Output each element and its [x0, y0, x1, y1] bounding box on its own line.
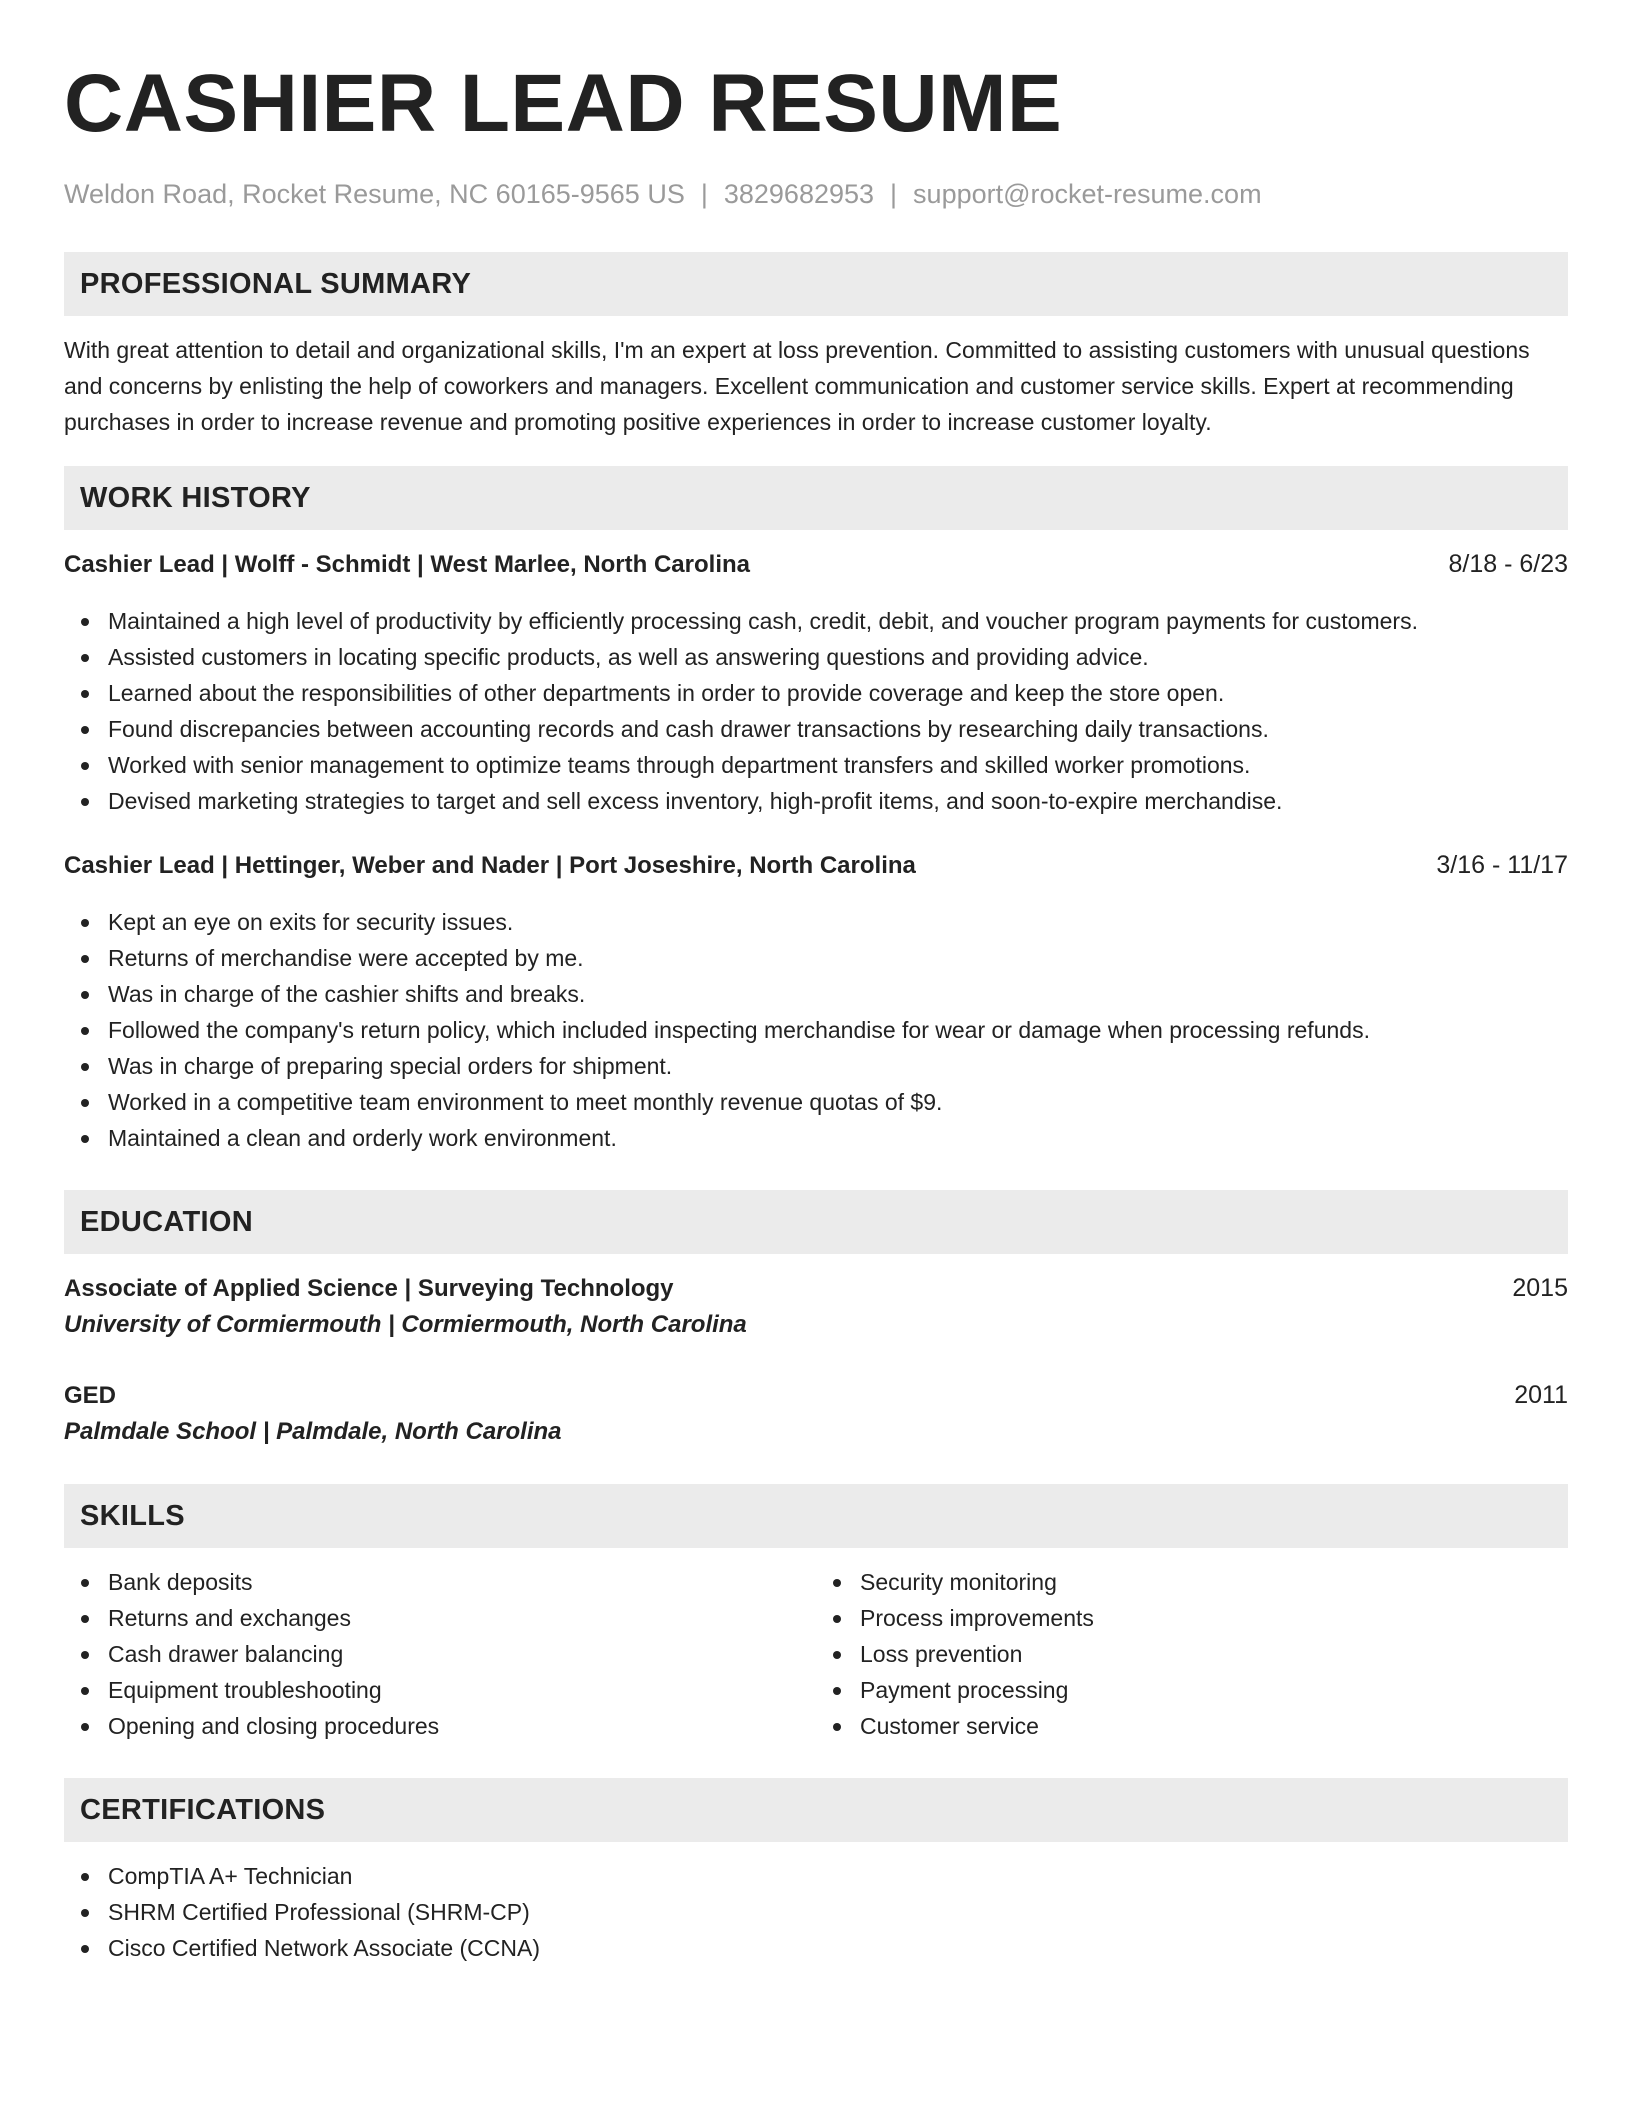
list-item: Opening and closing procedures — [64, 1708, 816, 1744]
education-header — [64, 1272, 1568, 1305]
list-item: Bank deposits — [64, 1564, 816, 1600]
summary-heading: PROFESSIONAL SUMMARY — [64, 252, 1568, 316]
job-title: Cashier Lead | Wolff - Schmidt | West Marlee, North Carolina — [64, 551, 750, 578]
list-item: Worked in a competitive team environment to meet monthly revenue quotas of $9. — [64, 1084, 1568, 1120]
contact-address: Weldon Road, Rocket Resume, NC 60165-9565 US — [64, 179, 685, 209]
list-item: SHRM Certified Professional (SHRM-CP) — [64, 1894, 1568, 1930]
list-item: Equipment troubleshooting — [64, 1672, 816, 1708]
list-item: Maintained a clean and orderly work environment. — [64, 1120, 1568, 1156]
list-item: Devised marketing strategies to target and sell excess inventory, high-profit items, and soon-to-expire merchandise. — [64, 783, 1568, 819]
list-item: Returns and exchanges — [64, 1600, 816, 1636]
skills-left-column — [64, 1564, 816, 1744]
education-heading: EDUCATION — [64, 1190, 1568, 1254]
skills-heading: SKILLS — [64, 1484, 1568, 1548]
list-item: Assisted customers in locating specific products, as well as answering questions and providing advice. — [64, 639, 1568, 675]
list-item: Maintained a high level of productivity by efficiently processing cash, credit, debit, and voucher program payments for customers. — [64, 603, 1568, 639]
list-item: Payment processing — [816, 1672, 1568, 1708]
contact-separator: | — [700, 179, 708, 209]
list-item: Learned about the responsibilities of other departments in order to provide coverage and keep the store open. — [64, 675, 1568, 711]
education-degree: Associate of Applied Science | Surveying Technology — [64, 1275, 674, 1302]
education-degree: GED — [64, 1382, 117, 1409]
list-item: Followed the company's return policy, which included inspecting merchandise for wear or damage when processing refunds. — [64, 1012, 1568, 1048]
contact-email[interactable]: support@rocket-resume.com — [913, 179, 1262, 209]
education-school: Palmdale School | Palmdale, North Carolina — [64, 1418, 562, 1445]
list-item: Kept an eye on exits for security issues. — [64, 904, 1568, 940]
education-year: 2011 — [1514, 1381, 1568, 1409]
job-entry — [64, 849, 1568, 1156]
job-bullets — [64, 904, 1568, 1156]
list-item: Found discrepancies between accounting records and cash drawer transactions by researching daily transactions. — [64, 711, 1568, 747]
list-item: Process improvements — [816, 1600, 1568, 1636]
resume-title: CASHIER LEAD RESUME — [64, 58, 1063, 149]
education-school: University of Cormiermouth | Cormiermouth, North Carolina — [64, 1311, 747, 1338]
list-item: Loss prevention — [816, 1636, 1568, 1672]
education-entry — [64, 1272, 1568, 1343]
summary-text: With great attention to detail and organizational skills, I'm an expert at loss prevention. Committed to assisting customers with unusual questions and concerns by enlisting the help of coworkers and managers. Excellent communication and customer service skills. Expert at recommending purchases in order to increase revenue and promoting positive experiences in order to increase customer loyalty. — [64, 337, 1530, 435]
work-history-heading: WORK HISTORY — [64, 466, 1568, 530]
list-item: Cash drawer balancing — [64, 1636, 816, 1672]
job-dates: 3/16 - 11/17 — [1436, 851, 1568, 879]
list-item: Customer service — [816, 1708, 1568, 1744]
job-title: Cashier Lead | Hettinger, Weber and Nader | Port Joseshire, North Carolina — [64, 852, 916, 879]
list-item: Worked with senior management to optimize teams through department transfers and skilled worker promotions. — [64, 747, 1568, 783]
job-header — [64, 849, 1568, 882]
education-header — [64, 1379, 1568, 1412]
job-dates: 8/18 - 6/23 — [1448, 550, 1568, 578]
education-year: 2015 — [1512, 1274, 1568, 1302]
contact-separator: | — [890, 179, 898, 209]
list-item: Security monitoring — [816, 1564, 1568, 1600]
list-item: Was in charge of the cashier shifts and breaks. — [64, 976, 1568, 1012]
list-item: Cisco Certified Network Associate (CCNA) — [64, 1930, 1568, 1966]
job-bullets — [64, 603, 1568, 819]
skills-right-column — [816, 1564, 1568, 1744]
skills-grid — [64, 1564, 1568, 1744]
job-entry — [64, 548, 1568, 819]
contact-phone: 3829682953 — [723, 179, 875, 209]
certifications-heading: CERTIFICATIONS — [64, 1778, 1568, 1842]
job-header — [64, 548, 1568, 581]
list-item: CompTIA A+ Technician — [64, 1858, 1568, 1894]
list-item: Was in charge of preparing special orders for shipment. — [64, 1048, 1568, 1084]
education-entry — [64, 1379, 1568, 1450]
certifications-list — [64, 1858, 1568, 1966]
list-item: Returns of merchandise were accepted by me. — [64, 940, 1568, 976]
contact-line — [64, 176, 1568, 212]
